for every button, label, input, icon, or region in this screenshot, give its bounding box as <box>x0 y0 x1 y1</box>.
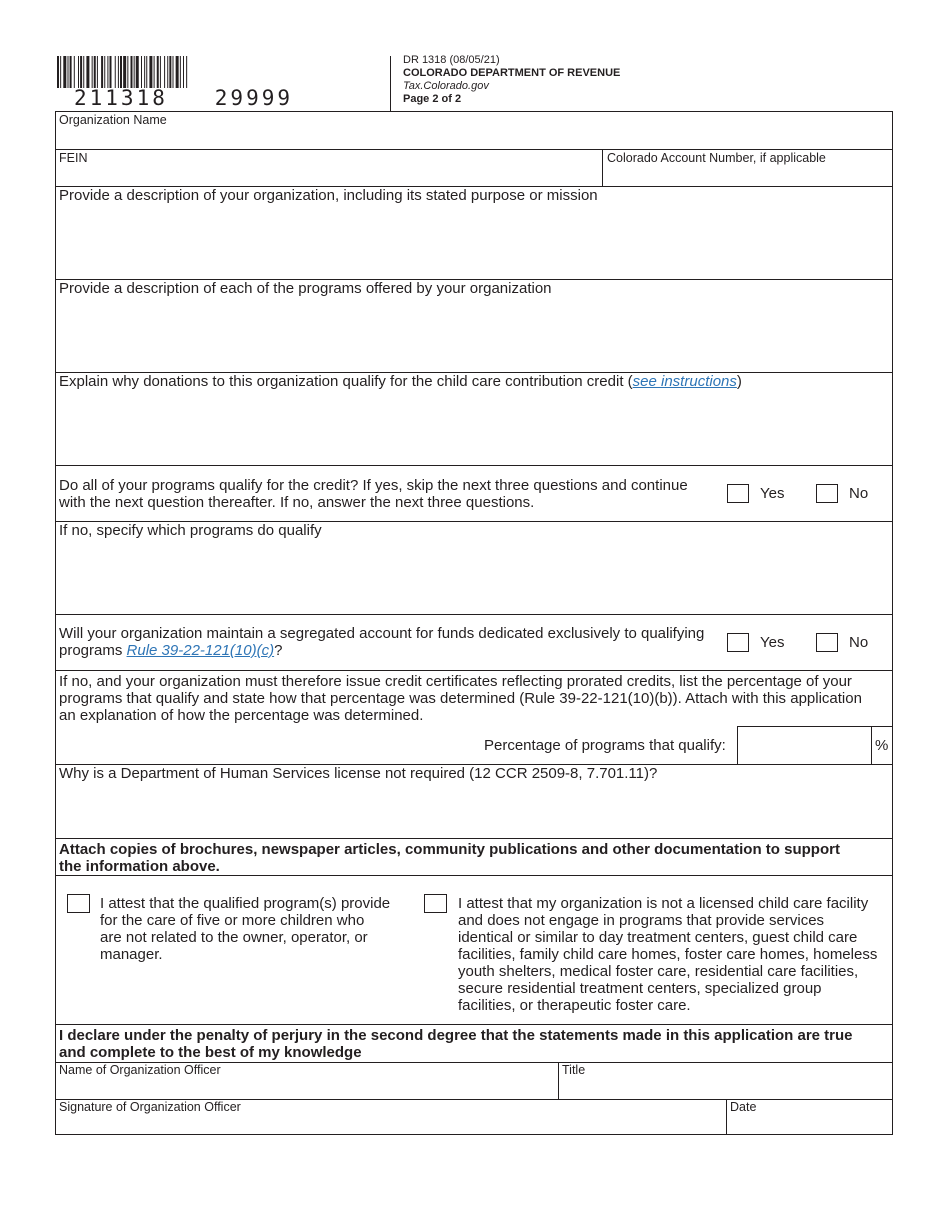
fein-field[interactable] <box>56 165 601 185</box>
barcode-bar <box>157 56 159 88</box>
barcode-bar <box>183 56 184 88</box>
barcode-bar <box>136 56 139 88</box>
all-programs-yes-checkbox[interactable] <box>727 484 749 503</box>
barcode-bar <box>127 56 128 88</box>
barcode-bar <box>68 56 69 88</box>
barcode-bar <box>107 56 108 88</box>
date-field[interactable] <box>727 1114 892 1134</box>
barcode-bar <box>104 56 105 88</box>
organization-name-label: Organization Name <box>59 113 167 127</box>
which-programs-label: If no, specify which programs do qualify <box>59 522 322 539</box>
signature-field[interactable] <box>56 1114 725 1134</box>
barcode-bar <box>80 56 82 88</box>
barcode-bar <box>149 56 152 88</box>
segregated-yes-label: Yes <box>760 634 785 651</box>
barcode-number: 211318 29999 <box>74 86 294 110</box>
barcode-bar <box>86 56 89 88</box>
department-name: COLORADO DEPARTMENT OF REVENUE <box>403 67 621 79</box>
barcode-bar <box>164 56 165 88</box>
all-programs-yes-label: Yes <box>760 485 785 502</box>
colorado-account-field[interactable] <box>603 165 892 185</box>
all-programs-no-checkbox[interactable] <box>816 484 838 503</box>
barcode-bar <box>74 56 75 88</box>
barcode-bar <box>110 56 112 88</box>
barcode-bar <box>131 56 133 88</box>
barcode-bar <box>92 56 93 88</box>
attest-care-checkbox[interactable] <box>67 894 90 913</box>
title-field[interactable] <box>559 1077 892 1098</box>
segregated-no-checkbox[interactable] <box>816 633 838 652</box>
attest-not-licensed-checkbox[interactable] <box>424 894 447 913</box>
barcode-bar <box>115 56 116 88</box>
barcode-bar <box>186 56 187 88</box>
barcode-bar <box>167 56 168 88</box>
barcode-bar <box>120 56 122 88</box>
barcode-bar <box>123 56 126 88</box>
barcode-bar <box>154 56 155 88</box>
segregated-no-label: No <box>849 634 869 651</box>
all-programs-no-label: No <box>849 485 869 502</box>
barcode-bar <box>60 56 61 88</box>
segregated-yes-checkbox[interactable] <box>727 633 749 652</box>
percent-sign: % <box>875 737 889 754</box>
see-instructions-link[interactable]: see instructions <box>632 373 737 390</box>
barcode-bar <box>63 56 66 88</box>
barcode-bar <box>97 56 98 88</box>
barcode-bar <box>134 56 135 88</box>
barcode-bar <box>57 56 59 88</box>
barcode-bar <box>83 56 84 88</box>
barcode-bar <box>94 56 96 88</box>
qualify-explain-field[interactable] <box>56 392 892 464</box>
org-description-field[interactable] <box>56 206 892 278</box>
barcode-bar <box>146 56 147 88</box>
officer-name-label: Name of Organization Officer <box>59 1063 221 1077</box>
programs-description-label: Provide a description of each of the programs offered by your organization <box>59 280 552 297</box>
perjury-declaration: I declare under the penalty of perjury in the second degree that the statements made in this application are true and complete to the best of my knowledge <box>59 1027 853 1061</box>
all-programs-question: Do all of your programs qualify for the credit? If yes, skip the next three questions and continue with the next question thereafter. If no, answer the next three questions. <box>59 477 688 511</box>
barcode-bar <box>101 56 103 88</box>
attach-instructions: Attach copies of brochures, newspaper articles, community publications and other documentation to support the information above. <box>59 841 840 875</box>
date-label: Date <box>730 1100 757 1114</box>
prorated-credits-text: If no, and your organization must therefore issue credit certificates reflecting prorated credits, list the percentage of your programs that qualify and state how that percentage was determined (Rule 39-22-121(10)(b)). Attach with this application an explanation of how the percentage was determined. <box>59 673 862 724</box>
barcode-bar <box>180 56 181 88</box>
license-question-field[interactable] <box>56 784 892 836</box>
barcode-bar <box>169 56 171 88</box>
attest-care-text: I attest that the qualified program(s) provide for the care of five or more children who are not related to the owner, operator, or manager. <box>100 895 391 963</box>
percentage-input[interactable] <box>738 727 870 763</box>
barcode-bar <box>176 56 179 88</box>
attest-not-licensed-text: I attest that my organization is not a licensed child care facility and does not engage in programs that provide services identical or similar to day treatment centers, guest child care facilities, family child care homes, foster care homes, homeless youth shelters, medical foster care, residential care facilities, secure residential treatment centers, specialized group facilities, or therapeutic foster care. <box>458 895 878 1014</box>
percentage-label: Percentage of programs that qualify: <box>484 737 726 754</box>
organization-name-field[interactable] <box>56 127 892 148</box>
officer-name-field[interactable] <box>56 1077 557 1098</box>
segregated-account-question: Will your organization maintain a segregated account for funds dedicated exclusively to qualifying programs Rule 39-22-121(10)(c)? <box>59 625 705 659</box>
barcode <box>57 56 309 88</box>
rule-link[interactable]: Rule 39-22-121(10)(c) <box>126 642 275 659</box>
license-question-label: Why is a Department of Human Services license not required (12 CCR 2509-8, 7.701.11)? <box>59 765 658 782</box>
qualify-explain-label: Explain why donations to this organization qualify for the child care contribution credit (see instructions) <box>59 373 742 390</box>
signature-label: Signature of Organization Officer <box>59 1100 241 1114</box>
barcode-bar <box>141 56 142 88</box>
barcode-bar <box>160 56 161 88</box>
fein-label: FEIN <box>59 151 88 165</box>
form-id: DR 1318 (08/05/21) <box>403 54 500 66</box>
barcode-bar <box>78 56 79 88</box>
barcode-bar <box>173 56 174 88</box>
programs-description-field[interactable] <box>56 299 892 371</box>
barcode-bar <box>144 56 145 88</box>
barcode-bar <box>70 56 72 88</box>
page-number: Page 2 of 2 <box>403 93 462 105</box>
website: Tax.Colorado.gov <box>403 80 489 92</box>
colorado-account-label: Colorado Account Number, if applicable <box>607 151 826 165</box>
barcode-bar <box>118 56 119 88</box>
which-programs-field[interactable] <box>56 541 892 613</box>
title-label: Title <box>562 1063 586 1077</box>
org-description-label: Provide a description of your organization, including its stated purpose or mission <box>59 187 598 204</box>
